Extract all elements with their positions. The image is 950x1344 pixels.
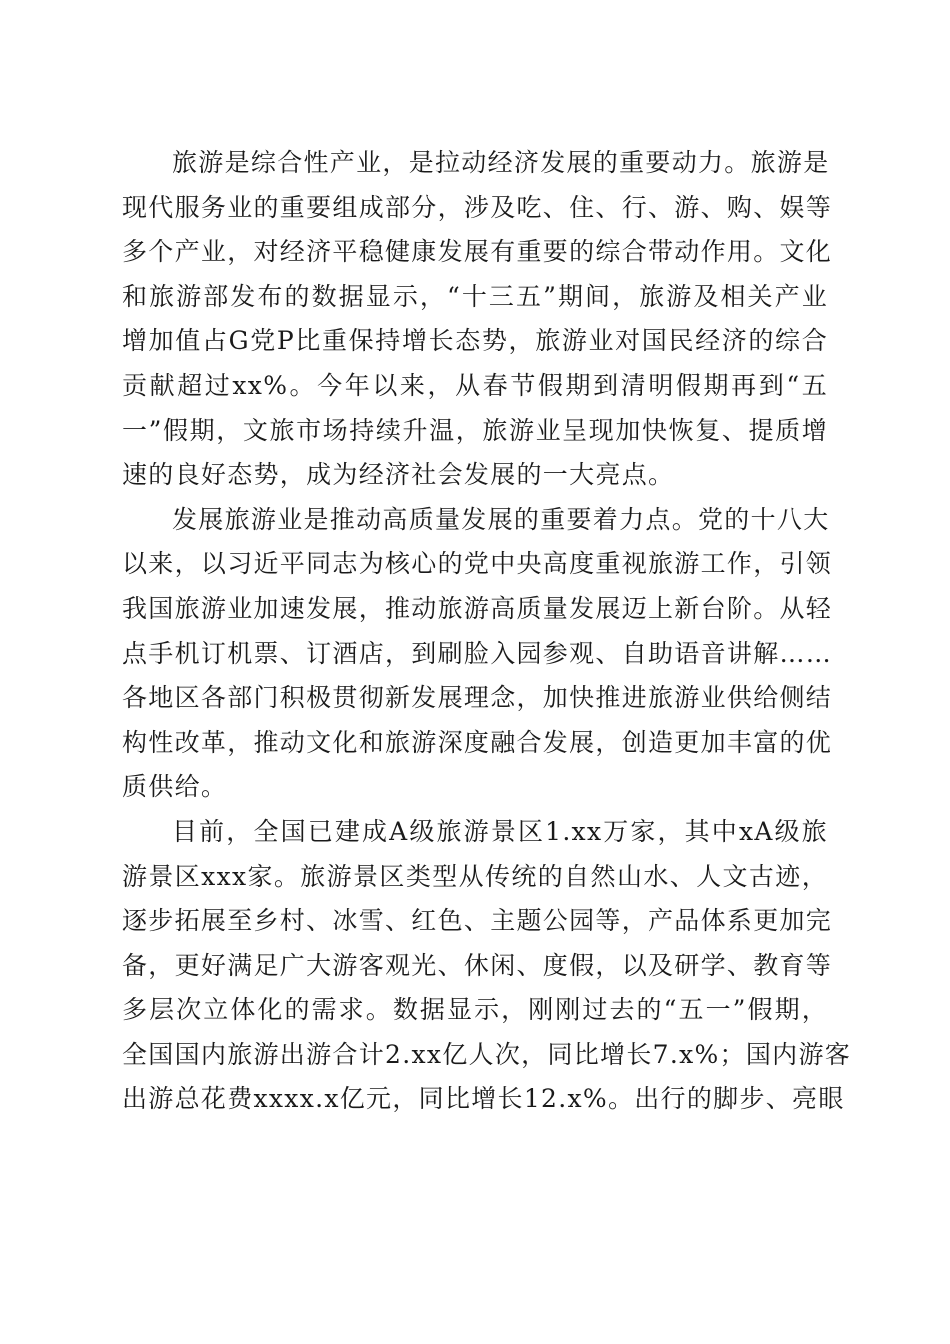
text-line: 多个产业，对经济平稳健康发展有重要的综合带动作用。文化 (122, 237, 833, 267)
text-line: 现代服务业的重要组成部分，涉及吃、住、行、游、购、娱等 (122, 192, 833, 222)
text-line: 以来，以习近平同志为核心的党中央高度重视旅游工作，引领 (122, 549, 833, 579)
text-line: 构性改革，推动文化和旅游深度融合发展，创造更加丰富的优 (122, 727, 833, 757)
text-line: 逐步拓展至乡村、冰雪、红色、主题公园等，产品体系更加完 (122, 906, 833, 936)
text-line: 和旅游部发布的数据显示，“十三五”期间，旅游及相关产业 (122, 281, 828, 311)
text-line: 速的良好态势，成为经济社会发展的一大亮点。 (122, 460, 675, 490)
text-line: 质供给。 (122, 772, 228, 802)
text-line: 备，更好满足广大游客观光、休闲、度假，以及研学、教育等 (122, 950, 833, 980)
text-line: 我国旅游业加速发展，推动旅游高质量发展迈上新台阶。从轻 (122, 593, 833, 623)
text-line: 多层次立体化的需求。数据显示，刚刚过去的“五一”假期， (122, 995, 828, 1025)
text-line: 全国国内旅游出游合计2.xx亿人次，同比增长7.x%；国内游客 (122, 1039, 852, 1069)
paragraph-3 (122, 810, 852, 1122)
paragraph-1 (122, 141, 833, 498)
text-line: 发展旅游业是推动高质量发展的重要着力点。党的十八大 (172, 504, 830, 534)
text-line: 目前，全国已建成A级旅游景区1.xx万家，其中xA级旅 (172, 816, 828, 846)
document-body (122, 141, 852, 1122)
text-line: 贡献超过xx%。今年以来，从春节假期到清明假期再到“五 (122, 370, 828, 400)
text-line: 出游总花费xxxx.x亿元，同比增长12.x%。出行的脚步、亮眼 (122, 1084, 845, 1114)
text-line: 旅游是综合性产业，是拉动经济发展的重要动力。旅游是 (172, 148, 830, 177)
paragraph-2 (122, 498, 833, 810)
text-line: 一”假期，文旅市场持续升温，旅游业呈现加快恢复、提质增 (122, 415, 828, 445)
text-line: 游景区xxx家。旅游景区类型从传统的自然山水、人文古迹， (122, 861, 828, 891)
text-line: 点手机订机票、订酒店，到刷脸入园参观、自助语音讲解…… (122, 638, 833, 668)
text-line: 各地区各部门积极贯彻新发展理念，加快推进旅游业供给侧结 (122, 683, 833, 713)
text-line: 增加值占G党P比重保持增长态势，旅游业对国民经济的综合 (122, 326, 828, 356)
